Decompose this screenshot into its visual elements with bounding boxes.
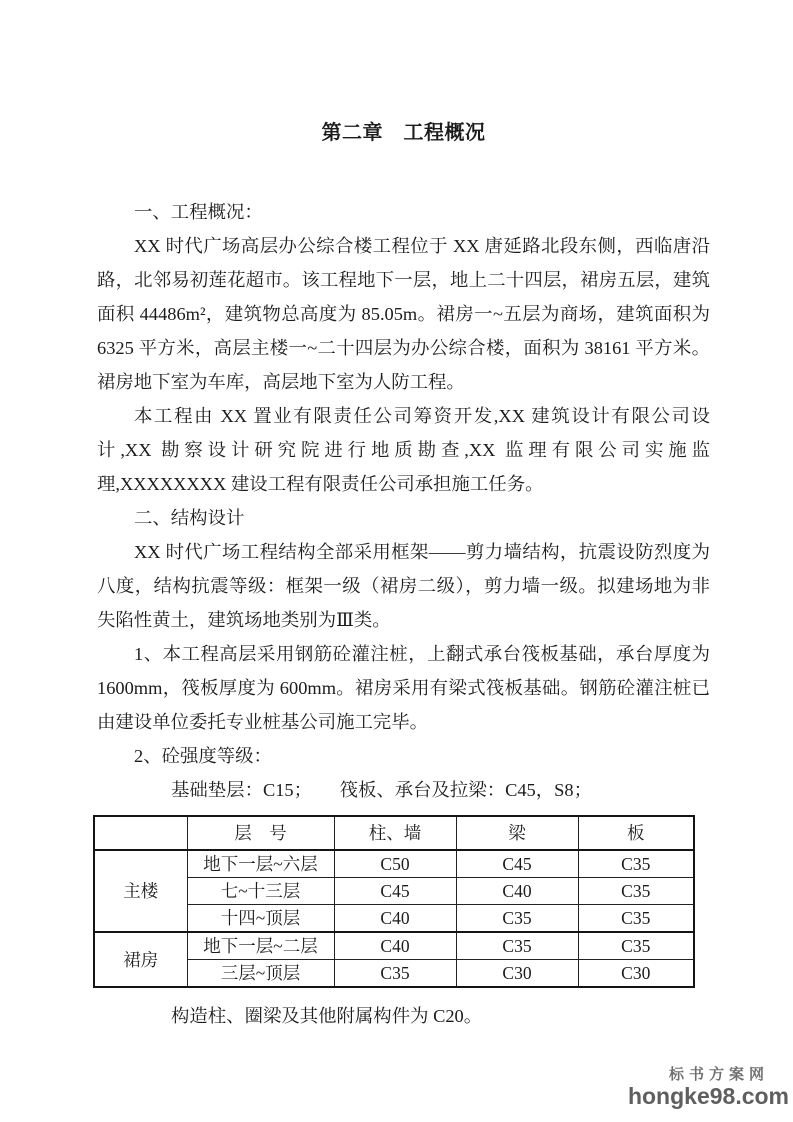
table-cell: C50 (334, 850, 456, 878)
table-header-empty (94, 816, 187, 850)
watermark-site-name: 标书方案网 (668, 1066, 769, 1083)
table-cell: C35 (578, 905, 694, 933)
paragraph-foundation: 1、本工程高层采用钢筋砼灌注桩，上翻式承台筏板基础，承台厚度为 1600mm，筏板厚度为 600mm。裙房采用有梁式筏板基础。钢筋砼灌注桩已由建设单位委托专业桩基公司施工完毕。 (97, 644, 710, 732)
table-cell: C35 (456, 905, 578, 933)
table-cell: 地下一层~六层 (187, 850, 334, 878)
table-cell: C45 (334, 878, 456, 905)
table-cell: C30 (578, 960, 694, 988)
table-row (94, 850, 694, 878)
paragraph-project-parties: 本工程由 XX 置业有限责任公司筹资开发,XX 建筑设计有限公司设计,XX 勘察设计研究院进行地质勘查,XX 监理有限公司实施监理,XXXXXXXX 建设工程有限责任公司承担施工任务。 (97, 406, 710, 494)
paragraph-project-overview: XX 时代广场高层办公综合楼工程位于 XX 唐延路北段东侧，西临唐沿路，北邻易初莲花超市。该工程地下一层，地上二十四层，裙房五层，建筑面积 44486m²，建筑物总高度为 85.05m。裙房一~五层为商场，建筑面积为 6325 平方米，高层主楼一~二十四层为办公综合楼，面积为 38161 平方米。裙房地下室为车库，高层地下室为人防工程。 (97, 236, 710, 392)
table-cell: C45 (456, 850, 578, 878)
table-group-label-podium: 裙房 (94, 932, 187, 987)
chapter-title: 第二章 工程概况 (321, 122, 486, 144)
table-cell: C40 (334, 932, 456, 960)
table-header-beam: 梁 (456, 816, 578, 850)
paragraph-concrete-grade-heading: 2、砼强度等级： (134, 746, 272, 766)
concrete-grade-table (93, 815, 695, 988)
table-cell: C35 (578, 932, 694, 960)
table-cell: C40 (456, 878, 578, 905)
table-cell: 十四~顶层 (187, 905, 334, 933)
paragraph-structure-design: XX 时代广场工程结构全部采用框架——剪力墙结构，抗震设防烈度为八度，结构抗震等级：框架一级（裙房二级），剪力墙一级。拟建场地为非失陷性黄土，建筑场地类别为Ⅲ类。 (97, 542, 710, 630)
table-cell: 三层~顶层 (187, 960, 334, 988)
paragraph-base-cushion-grade: 基础垫层：C15； 筏板、承台及拉梁：C45，S8； (171, 780, 592, 800)
table-cell: C40 (334, 905, 456, 933)
watermark (628, 1066, 789, 1109)
table-cell: 地下一层~二层 (187, 932, 334, 960)
section1-heading: 一、工程概况： (134, 202, 263, 222)
table-header-slab: 板 (578, 816, 694, 850)
table-group-label-main: 主楼 (94, 850, 187, 932)
table-header-row (94, 816, 694, 850)
watermark-domain: hongke98.com (627, 1083, 789, 1109)
table-cell: 七~十三层 (187, 878, 334, 905)
table-cell: C30 (456, 960, 578, 988)
table-cell: C35 (578, 850, 694, 878)
document-content (97, 0, 710, 1033)
paragraph-other-members-note: 构造柱、圈梁及其他附属构件为 C20。 (171, 1006, 483, 1026)
table-row (94, 932, 694, 960)
table-cell: C35 (456, 932, 578, 960)
section2-heading: 二、结构设计 (134, 508, 245, 528)
table-header-column-wall: 柱、墙 (334, 816, 456, 850)
table-header-floor: 层 号 (187, 816, 334, 850)
table-cell: C35 (334, 960, 456, 988)
table-cell: C35 (578, 878, 694, 905)
